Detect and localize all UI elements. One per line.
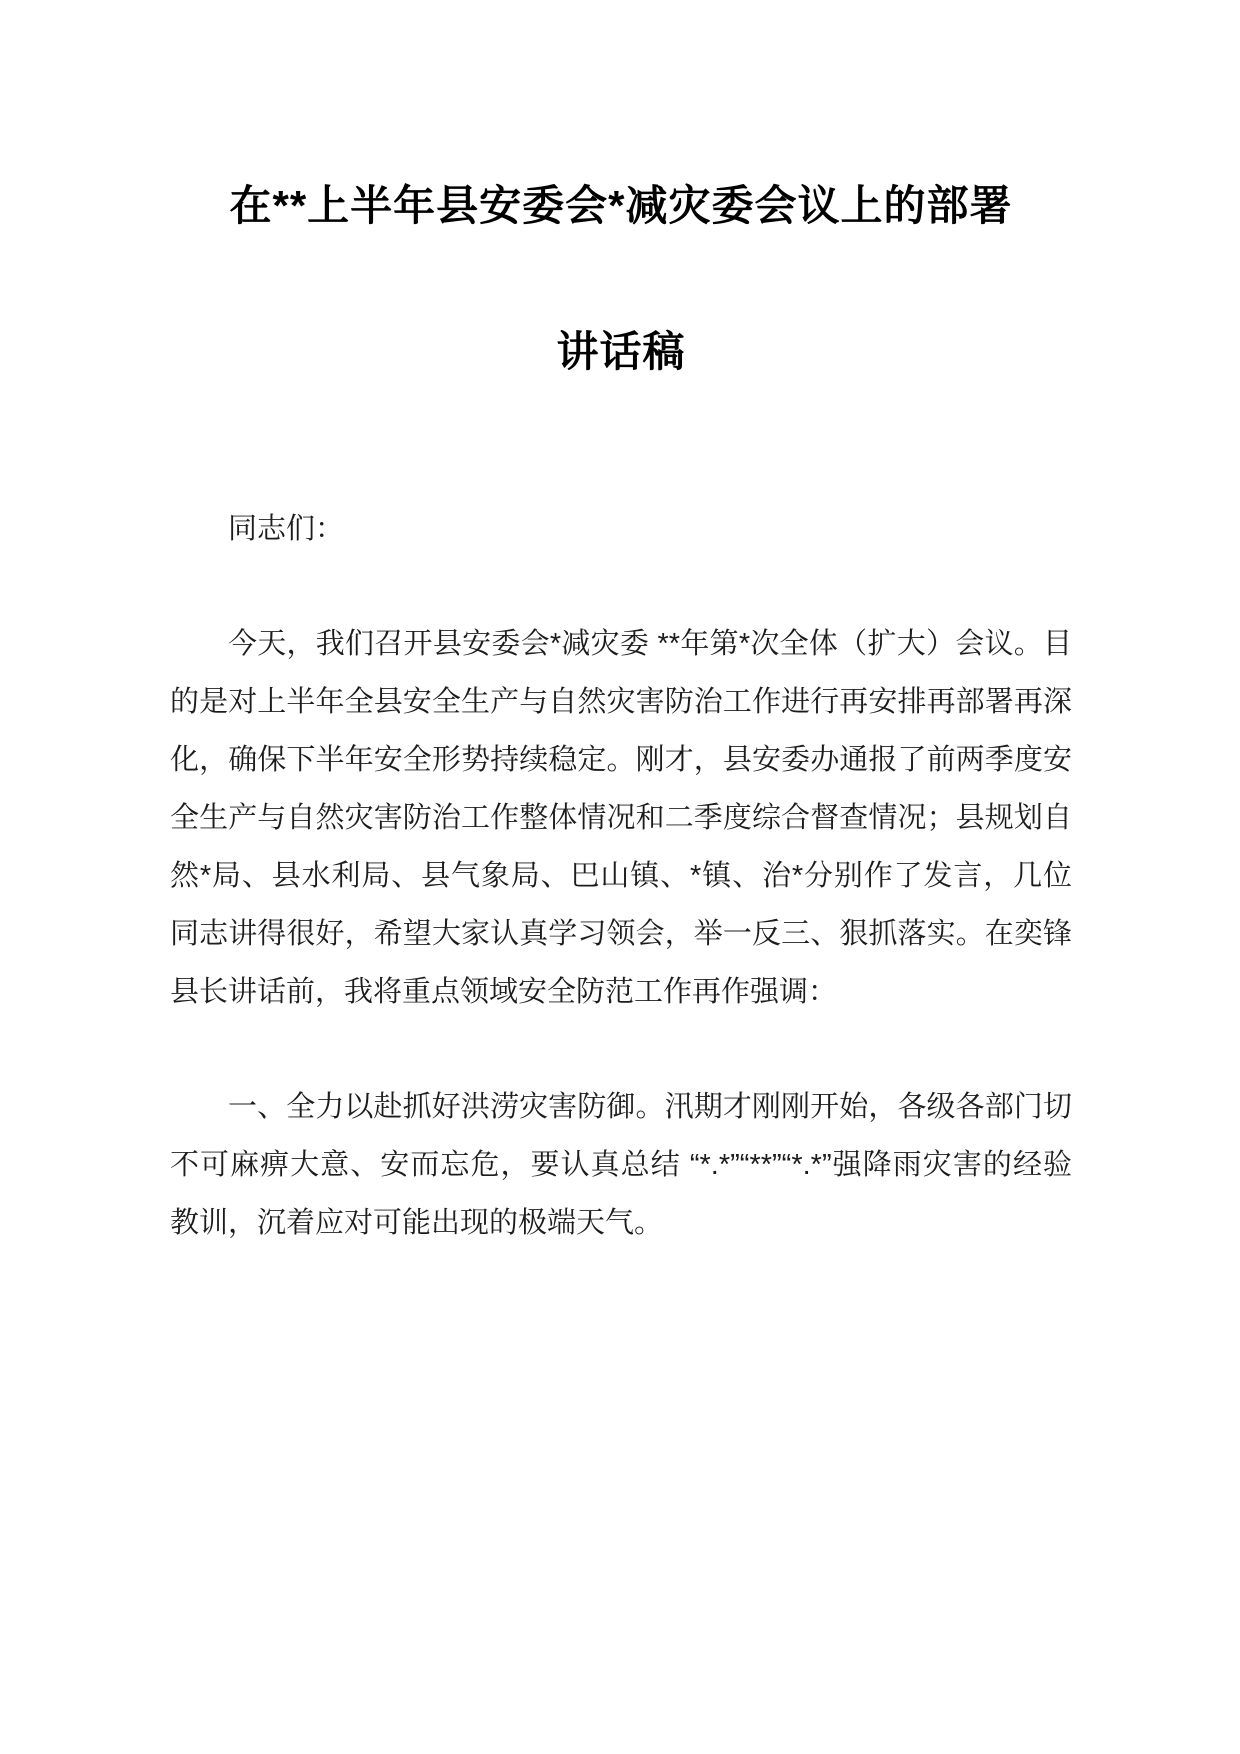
paragraph-meeting-overview: 今天，我们召开县安委会*减灾委 **年第*次全体（扩大）会议。目的是对上半年全县安全生产与自然灾害防治工作进行再安排再部署再深化，确保下半年安全形势持续稳定。刚才，县安委办通报了前两季度安全生产与自然灾害防治工作整体情况和二季度综合督查情况；县规划自然*局、县水利局、县气象局、巴山镇、*镇、治*分别作了发言，几位同志讲得很好，希望大家认真学习领会，举一反三、狠抓落实。在奕锋县长讲话前，我将重点领域安全防范工作再作强调： — [170, 628, 1072, 1008]
paragraph-flood-prevention: 一、全力以赴抓好洪涝灾害防御。汛期才刚刚开始，各级各部门切不可麻痹大意、安而忘危，要认真总结 “*.*”“**”“*.*”强降雨灾害的经验教训，沉着应对可能出现的极端天气。 — [170, 1091, 1072, 1239]
document-title-line1: 在**上半年县安委会*减灾委会议上的部署 — [229, 182, 1013, 229]
document-title-line2: 讲话稿 — [556, 328, 686, 375]
paragraph-greeting: 同志们： — [228, 513, 345, 545]
